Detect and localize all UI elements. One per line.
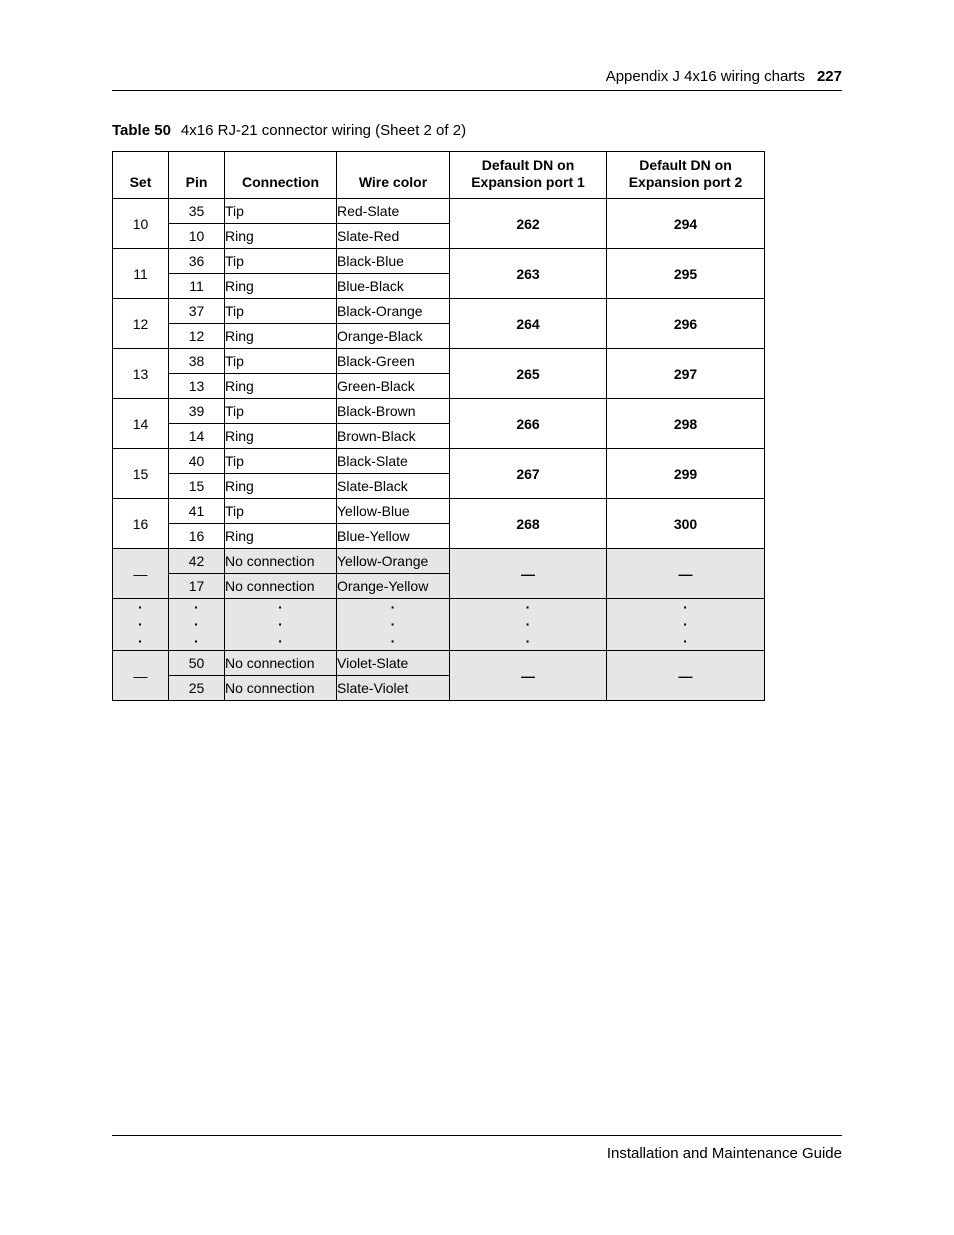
table-row	[113, 349, 765, 374]
connection-cell: Ring	[225, 274, 337, 299]
pin-cell: 12	[169, 324, 225, 349]
wire-color-cell: Slate-Violet	[337, 676, 450, 701]
ellipsis-cell: · · ·	[337, 599, 450, 651]
dn-port-1-cell: —	[450, 549, 607, 599]
ellipsis-cell: · · ·	[607, 599, 765, 651]
wire-color-cell: Slate-Black	[337, 474, 450, 499]
pin-cell: 35	[169, 199, 225, 224]
wire-color-cell: Red-Slate	[337, 199, 450, 224]
dn-port-2-cell: 299	[607, 449, 765, 499]
connection-cell: Ring	[225, 524, 337, 549]
connection-cell: No connection	[225, 574, 337, 599]
wire-color-cell: Blue-Black	[337, 274, 450, 299]
dn-port-2-cell: 296	[607, 299, 765, 349]
dn-port-1-cell: 268	[450, 499, 607, 549]
dn-port-1-cell: 263	[450, 249, 607, 299]
table-row	[113, 399, 765, 424]
col-header-dn-port-1-line1: Default DN on	[481, 157, 575, 173]
dn-port-2-cell: 300	[607, 499, 765, 549]
pin-cell: 40	[169, 449, 225, 474]
ellipsis-cell: · · ·	[169, 599, 225, 651]
dn-port-1-cell: —	[450, 651, 607, 701]
connection-cell: No connection	[225, 651, 337, 676]
ellipsis-cell: · · ·	[450, 599, 607, 651]
wire-color-cell: Green-Black	[337, 374, 450, 399]
wire-color-cell: Orange-Black	[337, 324, 450, 349]
connection-cell: Ring	[225, 424, 337, 449]
connection-cell: Tip	[225, 249, 337, 274]
connection-cell: No connection	[225, 549, 337, 574]
pin-cell: 10	[169, 224, 225, 249]
col-header-dn-port-1-line2: Expansion port 1	[471, 174, 585, 190]
col-header-set: Set	[113, 152, 169, 199]
dn-port-2-cell: 297	[607, 349, 765, 399]
col-header-dn-port-2-line2: Expansion port 2	[628, 174, 743, 190]
connection-cell: No connection	[225, 676, 337, 701]
wire-color-cell: Violet-Slate	[337, 651, 450, 676]
dn-port-1-cell: 266	[450, 399, 607, 449]
wire-color-cell: Slate-Red	[337, 224, 450, 249]
connection-cell: Tip	[225, 199, 337, 224]
table-label: Table 50	[112, 122, 171, 139]
running-footer: Installation and Maintenance Guide	[606, 1145, 842, 1162]
connection-cell: Ring	[225, 324, 337, 349]
connection-cell: Ring	[225, 474, 337, 499]
dn-port-2-cell: —	[607, 651, 765, 701]
col-header-connection: Connection	[225, 152, 337, 199]
connection-cell: Tip	[225, 349, 337, 374]
connection-cell: Tip	[225, 499, 337, 524]
col-header-dn-port-1	[450, 152, 607, 199]
set-cell: 12	[113, 299, 169, 349]
pin-cell: 38	[169, 349, 225, 374]
pin-cell: 13	[169, 374, 225, 399]
set-cell: 16	[113, 499, 169, 549]
wire-color-cell: Black-Slate	[337, 449, 450, 474]
table-row	[113, 249, 765, 274]
table-row	[113, 299, 765, 324]
dn-port-2-cell: 295	[607, 249, 765, 299]
page-number: 227	[816, 68, 842, 85]
ellipsis-cell: · · ·	[113, 599, 169, 651]
wire-color-cell: Black-Brown	[337, 399, 450, 424]
col-header-dn-port-2	[607, 152, 765, 199]
table-header-row	[113, 152, 765, 199]
pin-cell: 17	[169, 574, 225, 599]
table-row	[113, 499, 765, 524]
table-caption	[112, 122, 466, 139]
table-row	[113, 449, 765, 474]
header-section: Appendix J 4x16 wiring charts	[605, 68, 805, 85]
set-cell: 13	[113, 349, 169, 399]
table-row	[113, 199, 765, 224]
dn-port-1-cell: 262	[450, 199, 607, 249]
dn-port-2-cell: 294	[607, 199, 765, 249]
footer-rule	[112, 1135, 842, 1136]
table-title: 4x16 RJ-21 connector wiring (Sheet 2 of 2)	[180, 122, 467, 139]
pin-cell: 37	[169, 299, 225, 324]
connection-cell: Tip	[225, 449, 337, 474]
wire-color-cell: Yellow-Orange	[337, 549, 450, 574]
dn-port-1-cell: 264	[450, 299, 607, 349]
ellipsis-cell: · · ·	[225, 599, 337, 651]
connection-cell: Ring	[225, 374, 337, 399]
pin-cell: 41	[169, 499, 225, 524]
pin-cell: 25	[169, 676, 225, 701]
header-rule	[112, 90, 842, 91]
set-cell: 15	[113, 449, 169, 499]
dn-port-2-cell: —	[607, 549, 765, 599]
table-row	[113, 549, 765, 574]
col-header-pin: Pin	[169, 152, 225, 199]
wiring-table	[112, 151, 765, 701]
pin-cell: 15	[169, 474, 225, 499]
wire-color-cell: Yellow-Blue	[337, 499, 450, 524]
table-row	[113, 651, 765, 676]
ellipsis-row	[113, 599, 765, 651]
set-cell: 11	[113, 249, 169, 299]
pin-cell: 11	[169, 274, 225, 299]
wire-color-cell: Brown-Black	[337, 424, 450, 449]
pin-cell: 16	[169, 524, 225, 549]
connection-cell: Tip	[225, 299, 337, 324]
col-header-wire-color: Wire color	[337, 152, 450, 199]
wire-color-cell: Blue-Yellow	[337, 524, 450, 549]
dn-port-2-cell: 298	[607, 399, 765, 449]
pin-cell: 50	[169, 651, 225, 676]
dn-port-1-cell: 265	[450, 349, 607, 399]
running-header	[606, 68, 842, 85]
set-cell: —	[113, 651, 169, 701]
dn-port-1-cell: 267	[450, 449, 607, 499]
pin-cell: 14	[169, 424, 225, 449]
wire-color-cell: Black-Blue	[337, 249, 450, 274]
connection-cell: Ring	[225, 224, 337, 249]
wire-color-cell: Black-Orange	[337, 299, 450, 324]
set-cell: 14	[113, 399, 169, 449]
set-cell: —	[113, 549, 169, 599]
pin-cell: 42	[169, 549, 225, 574]
col-header-dn-port-2-line1: Default DN on	[639, 157, 732, 173]
pin-cell: 39	[169, 399, 225, 424]
wire-color-cell: Orange-Yellow	[337, 574, 450, 599]
connection-cell: Tip	[225, 399, 337, 424]
wire-color-cell: Black-Green	[337, 349, 450, 374]
set-cell: 10	[113, 199, 169, 249]
pin-cell: 36	[169, 249, 225, 274]
